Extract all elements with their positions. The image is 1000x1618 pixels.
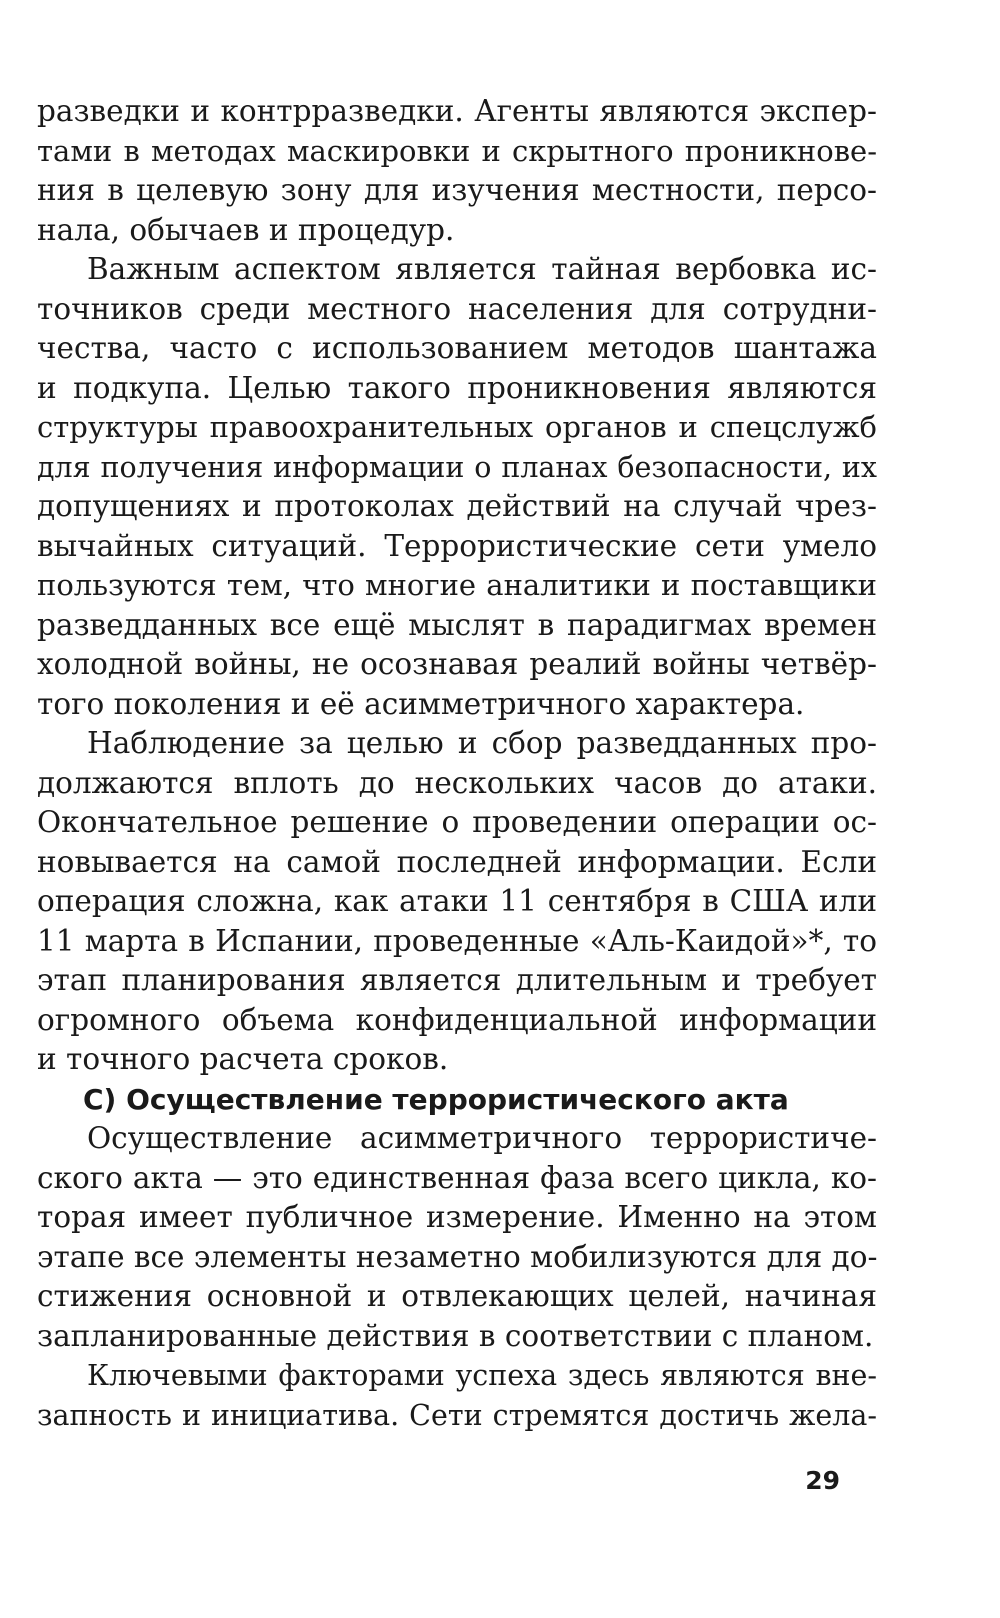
section-heading: С) Осуществление террористического акта — [83, 1082, 789, 1116]
text-line: 11 марта в Испании, проведенные «Аль-Каидой»*, то — [37, 923, 877, 958]
text-line: допущениях и протоколах действий на случай чрез- — [37, 489, 877, 523]
text-line: ния в целевую зону для изучения местности, персо- — [37, 173, 877, 207]
paragraph-start-line: Наблюдение за целью и сбор разведданных про- — [87, 726, 877, 760]
paragraph-start-line: Осуществление асимметричного террористиче- — [87, 1121, 877, 1155]
text-line: для получения информации о планах безопасности, их — [37, 450, 877, 484]
text-line: нала, обычаев и процедур. — [37, 212, 455, 247]
text-line: этапе все элементы незаметно мобилизуются для до- — [37, 1239, 878, 1274]
text-line: этап планирования является длительным и требует — [37, 963, 877, 997]
text-line: структуры правоохранительных органов и спецслужб — [37, 410, 877, 444]
text-line: торая имеет публичное измерение. Именно на этом — [37, 1200, 877, 1234]
text-line: и подкупа. Целью такого проникновения являются — [37, 370, 877, 405]
text-line: чества, часто с использованием методов шантажа — [37, 331, 877, 365]
text-line: холодной войны, не осознавая реалий войны четвёр- — [37, 647, 877, 681]
paragraph-start-line: Важным аспектом является тайная вербовка ис- — [87, 252, 877, 286]
text-line: разведданных все ещё мыслят в парадигмах времен — [37, 607, 877, 642]
text-line: запланированные действия в соответствии с планом. — [37, 1318, 874, 1353]
text-line: должаются вплоть до нескольких часов до атаки. — [37, 765, 877, 800]
text-line: разведки и контрразведки. Агенты являются экспер- — [37, 94, 877, 128]
text-line: операция сложна, как атаки 11 сентября в США или — [37, 884, 877, 918]
body-text — [37, 92, 877, 1435]
text-line: ского акта — это единственная фаза всего цикла, ко- — [37, 1160, 877, 1195]
text-line: и точного расчета сроков. — [37, 1042, 449, 1076]
text-line: вычайных ситуаций. Террористические сети умело — [37, 528, 877, 563]
text-line: точников среди местного населения для сотрудни- — [37, 291, 877, 326]
text-line: огромного объема конфиденциальной информации — [37, 1002, 877, 1037]
paragraph-start-line: Ключевыми факторами успеха здесь являются вне- — [87, 1359, 877, 1392]
text-line: пользуются тем, что многие аналитики и поставщики — [37, 568, 877, 602]
text-line: новывается на самой последней информации. Если — [37, 844, 877, 879]
text-line: Окончательное решение о проведении операции ос- — [37, 805, 877, 839]
text-line: стижения основной и отвлекающих целей, начиная — [37, 1279, 877, 1313]
text-line: тами в методах маскировки и скрытного проникнове- — [37, 133, 877, 168]
text-line: того поколения и её асимметричного характера. — [37, 686, 805, 721]
text-line: запность и инициатива. Сети стремятся достичь жела- — [37, 1398, 877, 1432]
page-number: 29 — [805, 1466, 840, 1495]
